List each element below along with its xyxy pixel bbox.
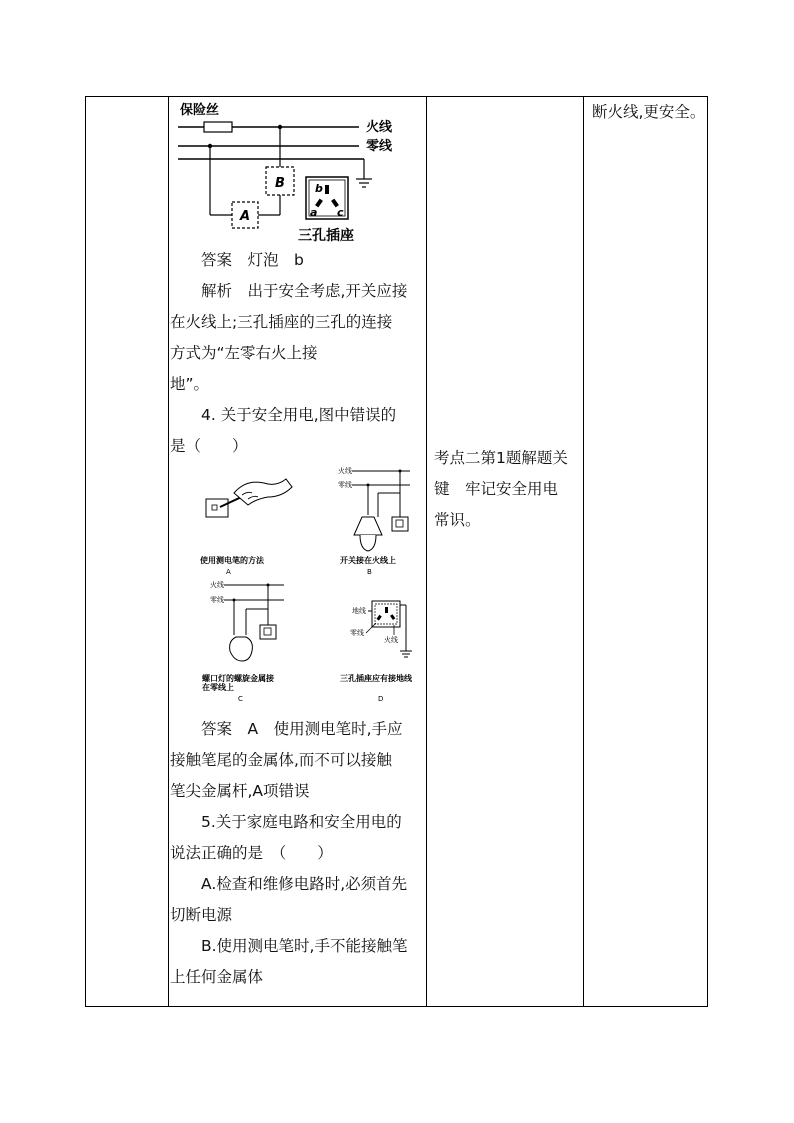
- circuit-diagram-socket: [174, 99, 414, 247]
- panel-c-letter: C: [238, 695, 243, 703]
- live-wire-label: 火线: [366, 120, 393, 135]
- analysis-3-line-1: 解析 出于安全考虑,开关应接: [201, 282, 408, 300]
- component-b-label: B: [275, 176, 285, 191]
- panel-c-caption-line-2: 在零线上: [202, 683, 234, 692]
- panel-b-switch-on-live: [338, 466, 410, 576]
- answer-3: 答案 灯泡 b: [201, 251, 304, 269]
- fuse-label: 保险丝: [180, 103, 220, 118]
- panel-b-neutral-label: 零线: [338, 481, 352, 489]
- panel-d-live-label: 火线: [384, 636, 398, 644]
- note-line-2: 键 牢记安全用电: [434, 480, 559, 498]
- content-table: [85, 96, 708, 1007]
- note-line-1: 考点二第1题解题关: [434, 449, 568, 467]
- remark-line-1: 断火线,更安全。: [592, 103, 706, 121]
- neutral-wire-label: 零线: [366, 139, 393, 154]
- option-b-line-1: B.使用测电笔时,手不能接触笔: [201, 937, 408, 955]
- answer-4-line-3: 笔尖金属杆,A项错误: [170, 782, 310, 800]
- panel-c-screw-lamp: [202, 580, 284, 703]
- question-4-line-1: 4. 关于安全用电,图中错误的: [201, 406, 397, 424]
- question-5-line-1: 5.关于家庭电路和安全用电的: [201, 813, 402, 831]
- answer-4-line-2: 接触笔尾的金属体,而不可以接触: [170, 751, 392, 769]
- column-divider-1: [168, 97, 169, 1006]
- panel-b-caption: 开关接在火线上: [340, 556, 396, 565]
- panel-c-caption-line-1: 螺口灯的螺旋金属接: [202, 674, 274, 683]
- panel-b-live-label: 火线: [338, 467, 352, 475]
- panel-a-letter: A: [226, 568, 231, 576]
- hole-b-label: b: [315, 182, 323, 195]
- hole-a-label: a: [310, 206, 318, 219]
- option-b-line-2: 上任何金属体: [170, 968, 264, 986]
- safety-figure-grid: [172, 465, 422, 705]
- note-line-3: 常识。: [434, 511, 481, 529]
- option-a-line-1: A.检查和维修电路时,必须首先: [201, 875, 408, 893]
- fuse-symbol: [204, 122, 232, 132]
- answer-4-line-1: 答案 A 使用测电笔时,手应: [201, 720, 403, 738]
- panel-d-ground-socket: [340, 601, 413, 703]
- socket-caption: 三孔插座: [298, 228, 354, 244]
- panel-d-neutral-label: 零线: [350, 629, 364, 637]
- panel-c-live-label: 火线: [210, 581, 224, 589]
- panel-d-letter: D: [378, 695, 384, 703]
- panel-d-caption: 三孔插座应有接地线: [340, 674, 412, 683]
- panel-a-caption: 使用测电笔的方法: [200, 556, 264, 565]
- analysis-3-line-2: 在火线上;三孔插座的三孔的连接: [170, 313, 393, 331]
- panel-a-test-pen: [199, 479, 292, 576]
- analysis-3-line-3: 方式为“左零右火上接: [170, 344, 318, 362]
- question-4-line-2: 是（ ）: [170, 437, 248, 455]
- column-divider-3: [583, 97, 584, 1006]
- column-divider-2: [426, 97, 427, 1006]
- component-a-label: A: [240, 209, 251, 224]
- option-a-line-2: 切断电源: [170, 906, 233, 924]
- panel-d-ground-label: 地线: [352, 607, 366, 615]
- hole-c-label: c: [337, 206, 344, 219]
- analysis-3-line-4: 地”。: [170, 375, 210, 393]
- panel-b-letter: B: [367, 568, 372, 576]
- panel-c-neutral-label: 零线: [210, 596, 224, 604]
- question-5-line-2: 说法正确的是 （ ）: [170, 844, 333, 862]
